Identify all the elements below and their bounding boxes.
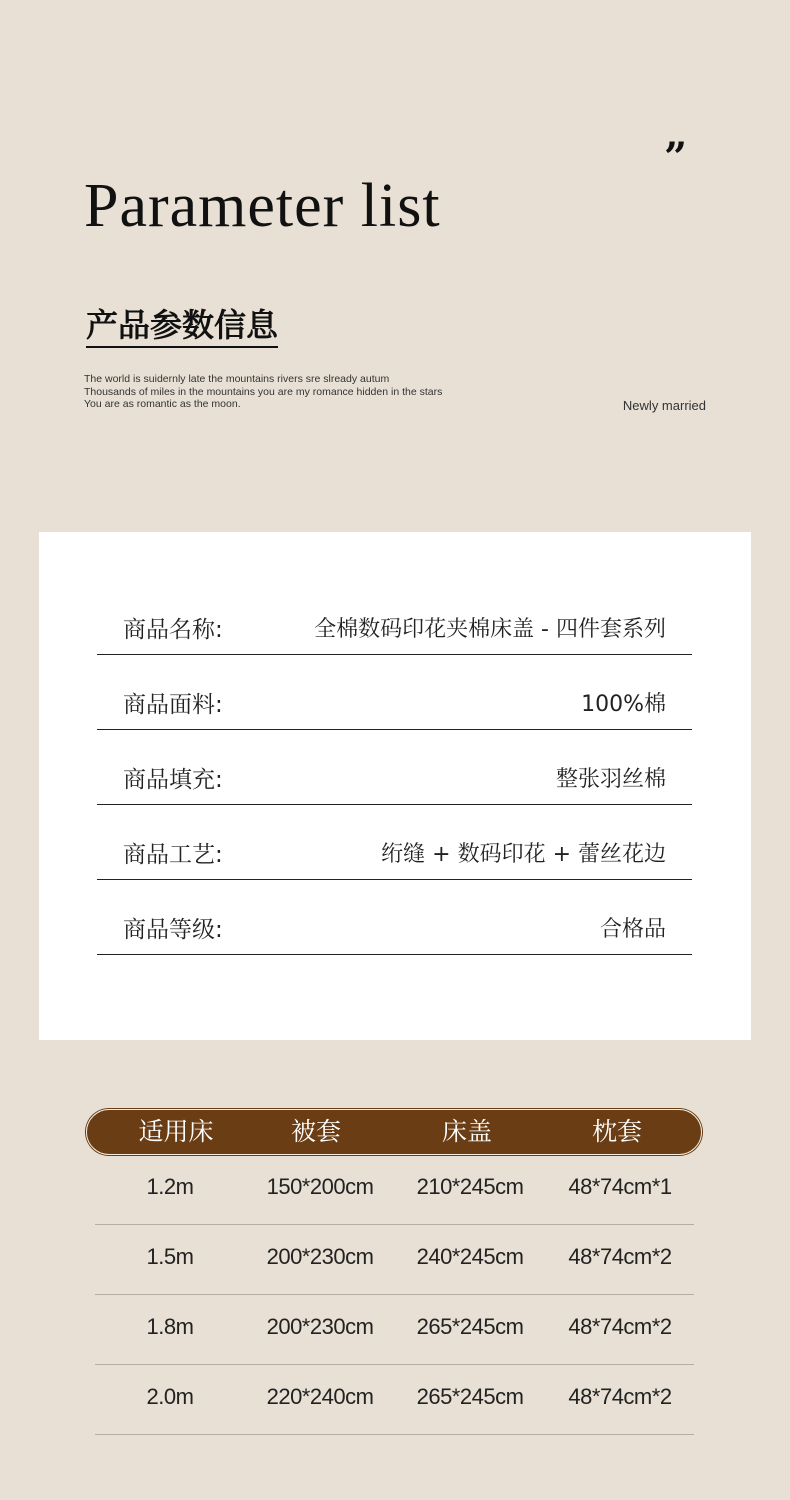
tagline-line: The world is suidernly late the mountains rivers sre slready autum <box>84 373 390 385</box>
table-cell: 2.0m <box>146 1384 194 1409</box>
table-cell: 265*245cm <box>416 1314 524 1339</box>
table-cell: 220*240cm <box>266 1384 374 1409</box>
page-title-cn: 产品参数信息 <box>86 306 278 348</box>
table-cell: 48*74cm*2 <box>568 1244 672 1269</box>
param-row-fabric <box>97 692 692 730</box>
param-value: 100%棉 <box>581 692 666 717</box>
param-label: 商品等级: <box>123 917 223 943</box>
table-cell: 48*74cm*2 <box>568 1384 672 1409</box>
param-value: 整张羽丝棉 <box>555 767 666 792</box>
table-cell: 48*74cm*1 <box>568 1174 672 1199</box>
param-value: 全棉数码印花夹棉床盖 - 四件套系列 <box>314 617 666 642</box>
table-row <box>95 1295 694 1365</box>
table-cell: 1.5m <box>146 1244 194 1269</box>
table-header <box>86 1109 702 1155</box>
table-cell: 210*245cm <box>416 1174 524 1199</box>
param-row-name <box>97 617 692 655</box>
param-value: 绗缝 + 数码印花 + 蕾丝花边 <box>381 842 666 867</box>
table-header-cell: 适用床 <box>138 1117 214 1146</box>
size-table <box>86 1109 702 1435</box>
param-label: 商品工艺: <box>123 842 223 868</box>
table-header-cell: 枕套 <box>591 1117 642 1146</box>
param-value: 合格品 <box>599 917 666 942</box>
table-row <box>95 1155 694 1225</box>
tagline <box>84 373 442 411</box>
param-row-grade <box>97 917 692 955</box>
table-cell: 240*245cm <box>416 1244 524 1269</box>
table-row <box>95 1365 694 1435</box>
param-label: 商品填充: <box>123 767 223 793</box>
param-label: 商品名称: <box>123 617 223 643</box>
page-title-en: Parameter list <box>84 172 441 240</box>
param-row-craft <box>97 842 692 880</box>
table-header-cell: 被套 <box>290 1117 341 1146</box>
table-cell: 1.8m <box>146 1314 194 1339</box>
table-cell: 150*200cm <box>266 1174 374 1199</box>
param-label: 商品面料: <box>123 692 223 718</box>
tagline-line: Thousands of miles in the mountains you are my romance hidden in the stars <box>84 385 443 398</box>
table-cell: 200*230cm <box>266 1314 374 1339</box>
table-row <box>95 1225 694 1295</box>
table-cell: 48*74cm*2 <box>568 1314 672 1339</box>
side-note: Newly married <box>622 398 706 413</box>
table-cell: 265*245cm <box>416 1384 524 1409</box>
params-card <box>39 532 751 1040</box>
param-row-filling <box>97 767 692 805</box>
table-cell: 200*230cm <box>266 1244 374 1269</box>
table-header-cell: 床盖 <box>441 1117 492 1146</box>
quote-mark-icon: ” <box>664 134 684 181</box>
table-cell: 1.2m <box>146 1174 194 1199</box>
tagline-line: You are as romantic as the moon. <box>84 398 241 410</box>
